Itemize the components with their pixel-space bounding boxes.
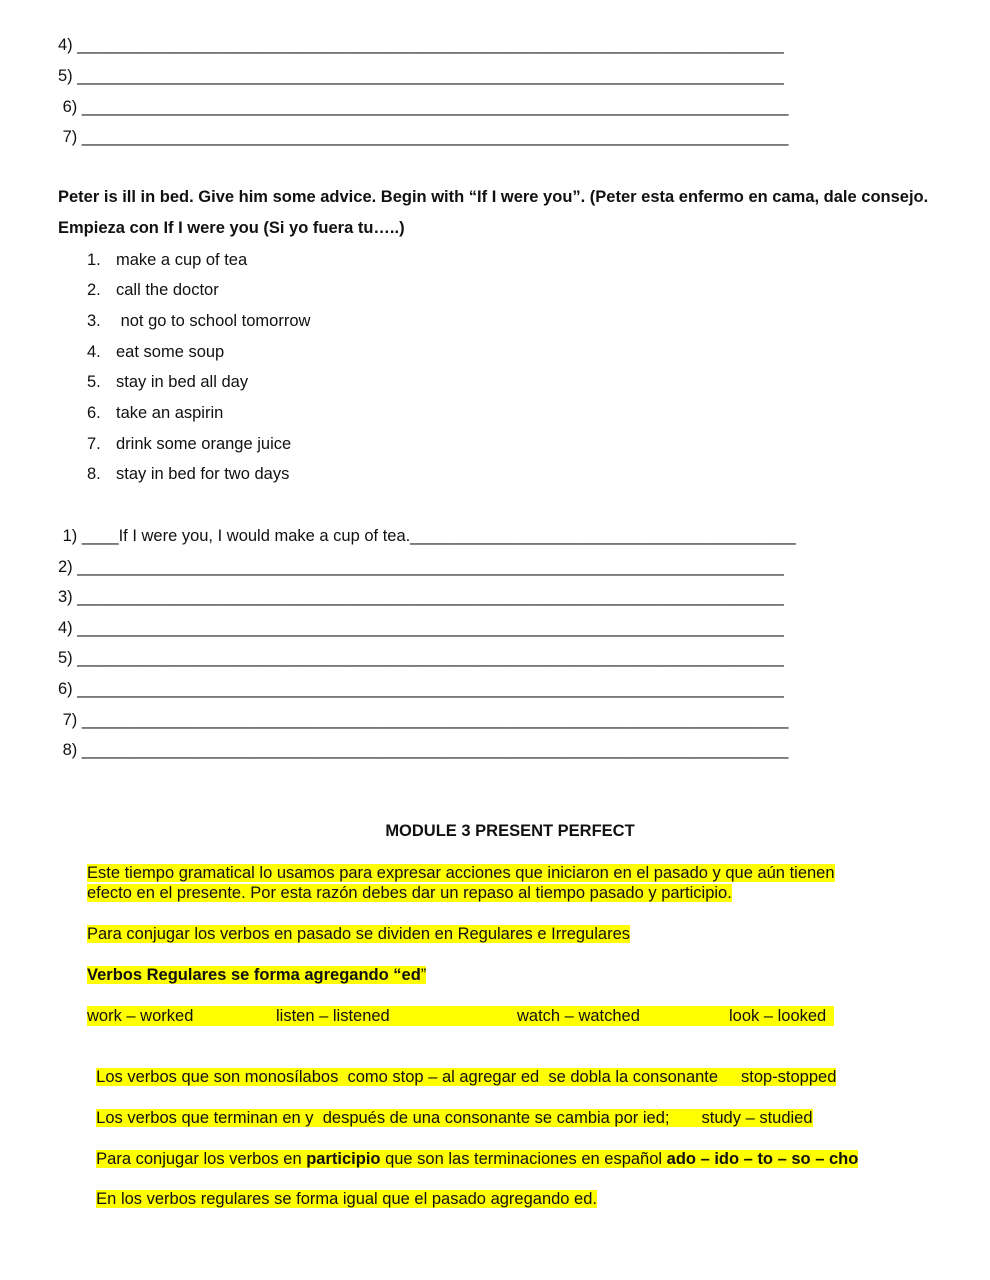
example-look: look – looked — [729, 1007, 827, 1025]
answer-line: 5) _____________________________________________________________________________ — [58, 649, 784, 667]
answer-line: 2) _____________________________________________________________________________ — [58, 558, 784, 576]
list-item: 3. not go to school tomorrow — [87, 312, 311, 330]
answer-line: 4) _____________________________________________________________________________ — [58, 619, 784, 637]
answer-line: 7) _____________________________________________________________________________ — [58, 128, 789, 146]
exercise-instruction: Peter is ill in bed. Give him some advice. Begin with “If I were you”. (Peter esta enfermo en cama, dale consejo. Empieza con If I were you (Si yo fuera tu…..) — [58, 188, 929, 237]
answer-line: 3) _____________________________________________________________________________ — [58, 588, 784, 606]
list-item: 6. take an aspirin — [87, 404, 224, 422]
example-listen: listen – listened — [276, 1007, 390, 1025]
answer-line: 6) _____________________________________________________________________________ — [58, 98, 789, 116]
past-tense-paragraph: Para conjugar los verbos en pasado se dividen en Regulares e Irregulares — [87, 925, 630, 943]
regular-verbs-heading: Verbos Regulares se forma agregando “ed” — [87, 966, 427, 984]
y-ending-rule: Los verbos que terminan en y después de una consonante se cambia por ied; study – studied — [96, 1109, 813, 1127]
list-item: 4. eat some soup — [87, 343, 225, 361]
list-item: 5. stay in bed all day — [87, 373, 249, 391]
answer-line: 5) _____________________________________________________________________________ — [58, 67, 784, 85]
list-item: 7. drink some orange juice — [87, 435, 292, 453]
list-item: 1. make a cup of tea — [87, 251, 248, 269]
example-watch: watch – watched — [517, 1007, 640, 1025]
participle-paragraph: Para conjugar los verbos en participio que son las terminaciones en español ado – ido – to – so – cho En los verbos regulares se forma igual que el pasado agregando ed. — [96, 1150, 859, 1208]
monosyllable-rule: Los verbos que son monosílabos como stop – al agregar ed se dobla la consonante stop-stopped — [96, 1068, 837, 1086]
list-item: 2. call the doctor — [87, 281, 219, 299]
module-title: MODULE 3 PRESENT PERFECT — [385, 822, 635, 840]
answer-line: 8) _____________________________________________________________________________ — [58, 741, 789, 759]
answer-line: 4) _____________________________________________________________________________ — [58, 36, 784, 54]
intro-paragraph: Este tiempo gramatical lo usamos para expresar acciones que iniciaron en el pasado y que aún tienen efecto en el presente. Por esta razón debes dar un repaso al tiempo pasado y participio. — [87, 864, 835, 902]
answer-line: 1) ____If I were you, I would make a cup of tea.__________________________________________ — [58, 527, 796, 545]
list-item: 8. stay in bed for two days — [87, 465, 290, 483]
answer-line: 7) _____________________________________________________________________________ — [58, 711, 789, 729]
example-work: work – worked — [87, 1007, 194, 1025]
verb-examples — [87, 1006, 834, 1026]
answer-line: 6) _____________________________________________________________________________ — [58, 680, 784, 698]
